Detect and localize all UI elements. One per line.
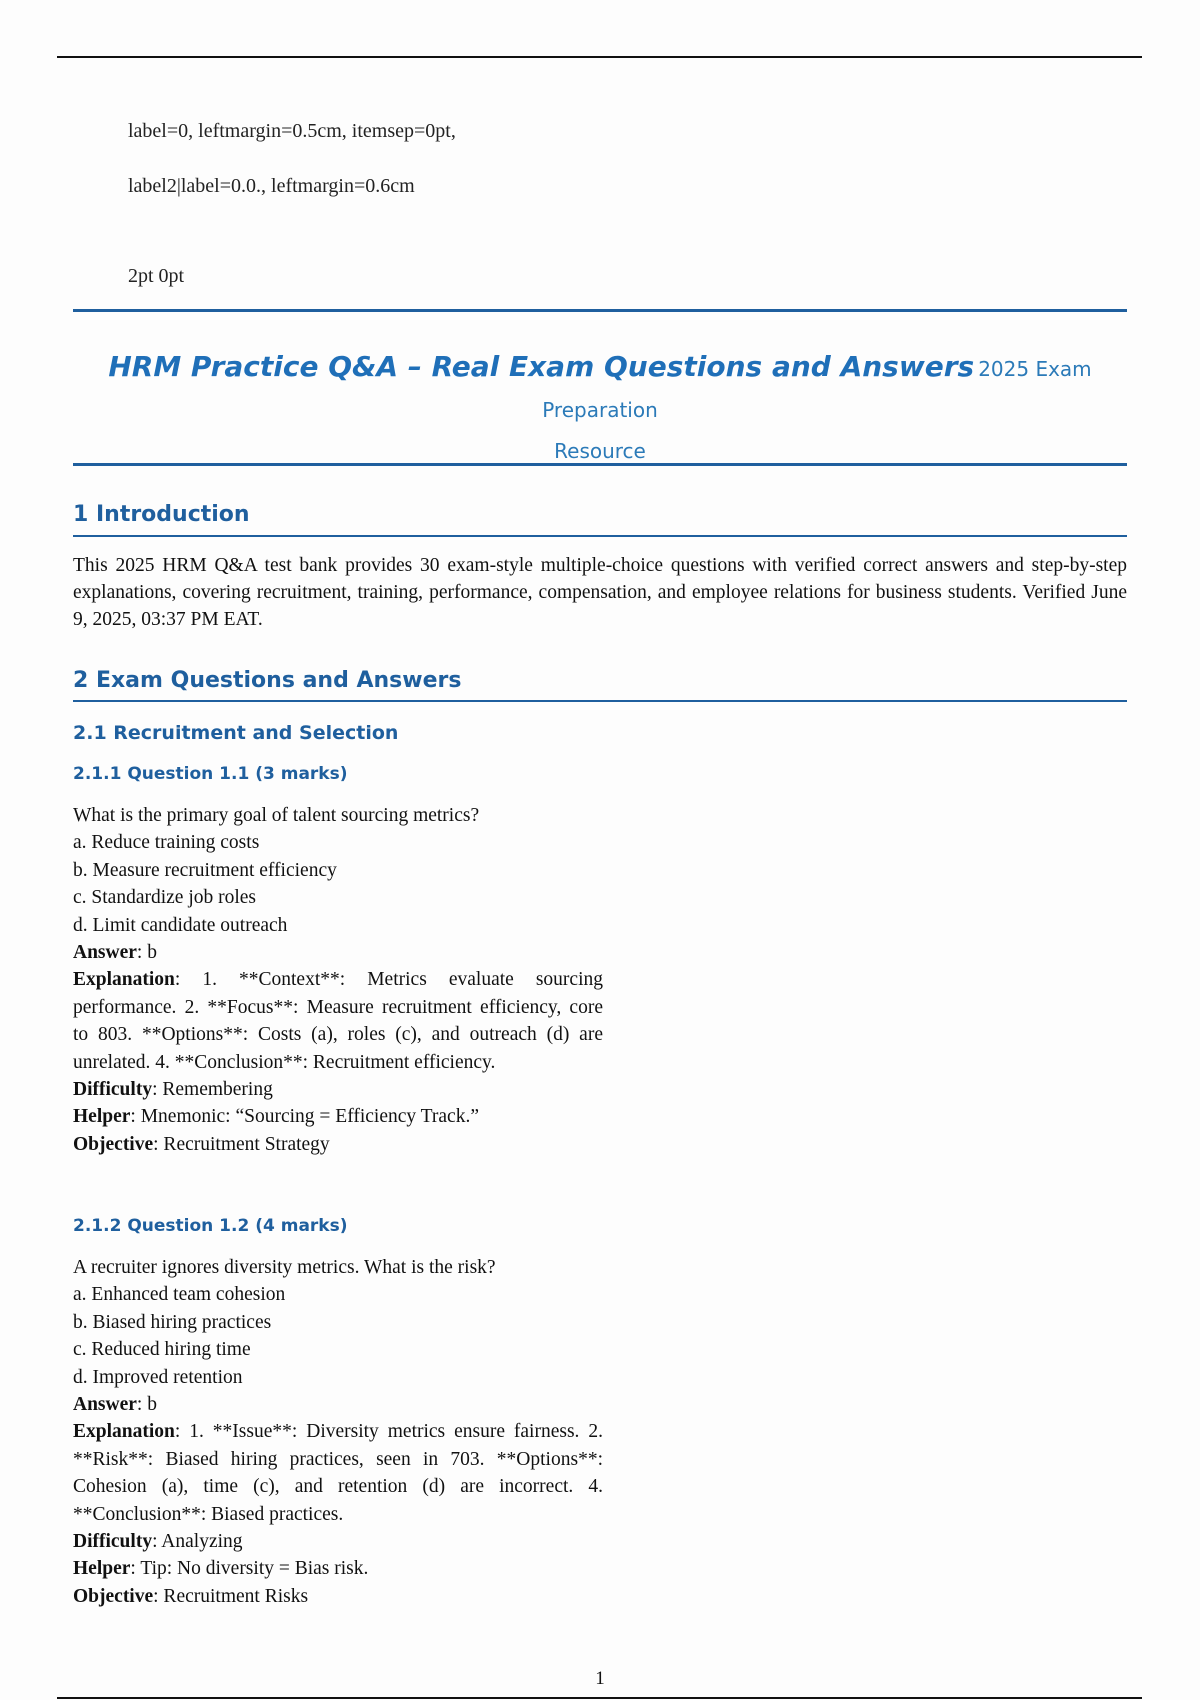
objective-label: Objective xyxy=(73,1585,154,1607)
objective-value: : Recruitment Risks xyxy=(153,1585,309,1607)
helper-line xyxy=(73,1103,603,1130)
difficulty-line xyxy=(73,1076,603,1103)
section-heading-introduction: 1 Introduction xyxy=(73,502,250,527)
document-subtitle-cont: Resource xyxy=(554,439,646,463)
objective-value: : Recruitment Strategy xyxy=(153,1133,330,1155)
helper-line xyxy=(73,1555,603,1582)
objective-label: Objective xyxy=(73,1133,154,1155)
explanation-line xyxy=(73,1418,603,1528)
answer-label: Answer xyxy=(73,1394,137,1416)
helper-value: : Tip: No diversity = Bias risk. xyxy=(130,1558,369,1580)
explanation-text: : 1. **Context**: Metrics evaluate sourcing performance. 2. **Focus**: Measure recruitment efficiency, core to 803. **Options**: Costs (a), roles (c), and outreach (d) are unrelated. 4. **Conclusion**: Recruitment efficiency. xyxy=(73,969,603,1073)
section-heading-exam-questions: 2 Exam Questions and Answers xyxy=(73,668,462,693)
page-top-rule xyxy=(57,56,1142,58)
option-c: c. Reduced hiring time xyxy=(73,1339,251,1361)
page-number: 1 xyxy=(595,1668,605,1689)
difficulty-line xyxy=(73,1528,603,1555)
helper-label: Helper xyxy=(73,1558,131,1580)
page-bottom-rule xyxy=(57,1697,1142,1699)
preamble-line-3: 2pt 0pt xyxy=(128,265,185,287)
explanation-text: : 1. **Issue**: Diversity metrics ensure fairness. 2. **Risk**: Biased hiring practices, seen in 703. **Options**: Cohesion (a), time (c), and retention (d) are incorrect. 4. **Conclusion**: Biased practices. xyxy=(73,1421,603,1525)
objective-line xyxy=(73,1131,603,1158)
question-prompt: A recruiter ignores diversity metrics. What is the risk? xyxy=(73,1257,496,1278)
explanation-label: Explanation xyxy=(73,969,175,991)
difficulty-label: Difficulty xyxy=(73,1079,153,1101)
answer-label: Answer xyxy=(73,942,137,964)
option-b: b. Biased hiring practices xyxy=(73,1311,272,1333)
answer-line xyxy=(73,939,603,966)
helper-label: Helper xyxy=(73,1106,131,1128)
difficulty-label: Difficulty xyxy=(73,1531,153,1553)
section-rule-introduction xyxy=(73,535,1127,537)
subsection-heading-recruitment: 2.1 Recruitment and Selection xyxy=(73,722,399,744)
answer-value: : b xyxy=(136,942,157,964)
option-c: c. Standardize job roles xyxy=(73,887,257,909)
title-bottom-rule xyxy=(73,463,1127,466)
question-block xyxy=(73,1254,603,1610)
option-d: d. Limit candidate outreach xyxy=(73,914,288,936)
title-top-rule xyxy=(73,309,1127,312)
answer-line xyxy=(73,1391,603,1418)
question-prompt: What is the primary goal of talent sourcing metrics? xyxy=(73,805,480,826)
explanation-label: Explanation xyxy=(73,1421,175,1443)
helper-value: : Mnemonic: “Sourcing = Efficiency Track.” xyxy=(130,1106,479,1128)
difficulty-value: : Remembering xyxy=(152,1079,273,1101)
option-d: d. Improved retention xyxy=(73,1366,243,1388)
question-heading: 2.1.1 Question 1.1 (3 marks) xyxy=(73,764,348,784)
introduction-paragraph: This 2025 HRM Q&A test bank provides 30 exam-style multiple-choice questions with verified correct answers and step-by-step explanations, covering recruitment, training, performance, compensation, and employee relations for business students. Verified June 9, 2025, 03:37 PM EAT. xyxy=(73,555,1127,630)
objective-line xyxy=(73,1583,603,1610)
answer-value: : b xyxy=(136,1394,157,1416)
document-subtitle: 2025 Exam Preparation xyxy=(542,357,1092,422)
section-rule-exam-questions xyxy=(73,700,1127,702)
explanation-line xyxy=(73,966,603,1076)
difficulty-value: : Analyzing xyxy=(152,1531,243,1553)
option-b: b. Measure recruitment efficiency xyxy=(73,859,337,881)
question-heading: 2.1.2 Question 1.2 (4 marks) xyxy=(73,1216,348,1236)
document-title: HRM Practice Q&A – Real Exam Questions and Answers xyxy=(108,350,975,383)
option-a: a. Enhanced team cohesion xyxy=(73,1284,286,1306)
preamble-line-2: label2|label=0.0., leftmargin=0.6cm xyxy=(128,175,415,197)
preamble-line-1: label=0, leftmargin=0.5cm, itemsep=0pt, xyxy=(128,120,456,142)
option-a: a. Reduce training costs xyxy=(73,832,260,854)
document-title-block xyxy=(73,348,1127,473)
question-block xyxy=(73,802,603,1158)
